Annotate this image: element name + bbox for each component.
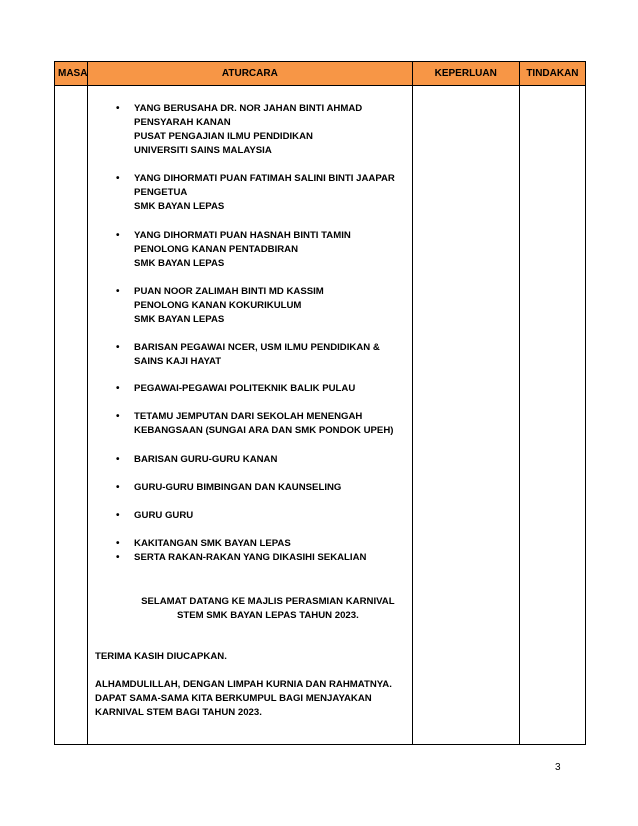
list-item-line: PENOLONG KANAN KOKURIKULUM	[134, 300, 302, 311]
list-item-text	[134, 172, 406, 214]
list-item-line: SAINS KAJI HAYAT	[134, 356, 222, 367]
bullet-icon: •	[116, 103, 120, 114]
bullet-icon: •	[116, 411, 120, 422]
list-item-line: PENGETUA	[134, 187, 188, 198]
list-item-line: YANG BERUSAHA DR. NOR JAHAN BINTI AHMAD	[134, 103, 363, 114]
header-masa: MASA	[55, 62, 88, 86]
bullet-icon: •	[116, 173, 120, 184]
list-item-line: TETAMU JEMPUTAN DARI SEKOLAH MENENGAH	[134, 411, 363, 422]
list-item-text	[134, 102, 406, 158]
thanks-line: TERIMA KASIH DIUCAPKAN.	[95, 651, 227, 662]
list-item-text	[134, 551, 406, 565]
list-item-text	[134, 410, 406, 438]
welcome-line: SELAMAT DATANG KE MAJLIS PERASMIAN KARNIVAL	[141, 596, 395, 607]
bullet-icon: •	[116, 482, 120, 493]
bullet-icon: •	[116, 342, 120, 353]
list-item-line: YANG DIHORMATI PUAN HASNAH BINTI TAMIN	[134, 230, 351, 241]
welcome-message	[88, 595, 412, 623]
bullet-icon: •	[116, 383, 120, 394]
list-item-line: PENSYARAH KANAN	[134, 117, 231, 128]
list-item-line: GURU-GURU BIMBINGAN DAN KAUNSELING	[134, 482, 342, 493]
bullet-icon: •	[116, 552, 120, 563]
bullet-icon: •	[116, 230, 120, 241]
list-item-line: PUAN NOOR ZALIMAH BINTI MD KASSIM	[134, 286, 324, 297]
list-item-line: YANG DIHORMATI PUAN FATIMAH SALINI BINTI JAAPAR	[134, 173, 395, 184]
header-aturcara: ATURCARA	[88, 62, 413, 86]
list-item-text	[134, 509, 406, 523]
list-item-line: BARISAN GURU-GURU KANAN	[134, 454, 278, 465]
list-item-line: SMK BAYAN LEPAS	[134, 258, 225, 269]
header-tindakan: TINDAKAN	[519, 62, 585, 86]
list-item-line: PENOLONG KANAN PENTADBIRAN	[134, 244, 299, 255]
closing-line: DAPAT SAMA-SAMA KITA BERKUMPUL BAGI MENJAYAKAN	[95, 693, 372, 704]
list-item-text	[134, 341, 406, 369]
masa-cell	[55, 86, 88, 745]
list-item-line: PEGAWAI-PEGAWAI POLITEKNIK BALIK PULAU	[134, 383, 356, 394]
list-item-text	[134, 453, 406, 467]
list-item-text	[134, 537, 406, 551]
table-row	[55, 86, 586, 745]
list-item-line: KEBANGSAAN (SUNGAI ARA DAN SMK PONDOK UPEH)	[134, 425, 394, 436]
closing-line: ALHAMDULILLAH, DENGAN LIMPAH KURNIA DAN RAHMATNYA.	[95, 679, 392, 690]
list-item-line: KAKITANGAN SMK BAYAN LEPAS	[134, 538, 291, 549]
list-item-line: SMK BAYAN LEPAS	[134, 201, 225, 212]
list-item-line: SMK BAYAN LEPAS	[134, 314, 225, 325]
bullet-icon: •	[116, 454, 120, 465]
keperluan-cell	[412, 86, 519, 745]
list-item-text	[134, 382, 406, 396]
tindakan-cell	[519, 86, 585, 745]
page-number: 3	[555, 762, 561, 773]
welcome-line: STEM SMK BAYAN LEPAS TAHUN 2023.	[176, 610, 359, 621]
list-item-line: BARISAN PEGAWAI NCER, USM ILMU PENDIDIKAN &	[134, 342, 380, 353]
list-item-line: UNIVERSITI SAINS MALAYSIA	[134, 145, 272, 156]
closing-line: KARNIVAL STEM BAGI TAHUN 2023.	[95, 707, 262, 718]
bullet-icon: •	[116, 286, 120, 297]
table-header-row	[55, 62, 586, 86]
aturcara-table	[54, 61, 586, 745]
list-item-text	[134, 285, 406, 327]
thanks-text	[95, 650, 407, 664]
list-item-line: PUSAT PENGAJIAN ILMU PENDIDIKAN	[134, 131, 313, 142]
list-item-line: SERTA RAKAN-RAKAN YANG DIKASIHI SEKALIAN	[134, 552, 367, 563]
header-keperluan: KEPERLUAN	[412, 62, 519, 86]
bullet-icon: •	[116, 510, 120, 521]
bullet-icon: •	[116, 538, 120, 549]
list-item-text	[134, 229, 406, 271]
aturcara-cell	[88, 86, 413, 745]
closing-paragraph	[95, 678, 407, 720]
list-item-text	[134, 481, 406, 495]
list-item-line: GURU GURU	[134, 510, 194, 521]
